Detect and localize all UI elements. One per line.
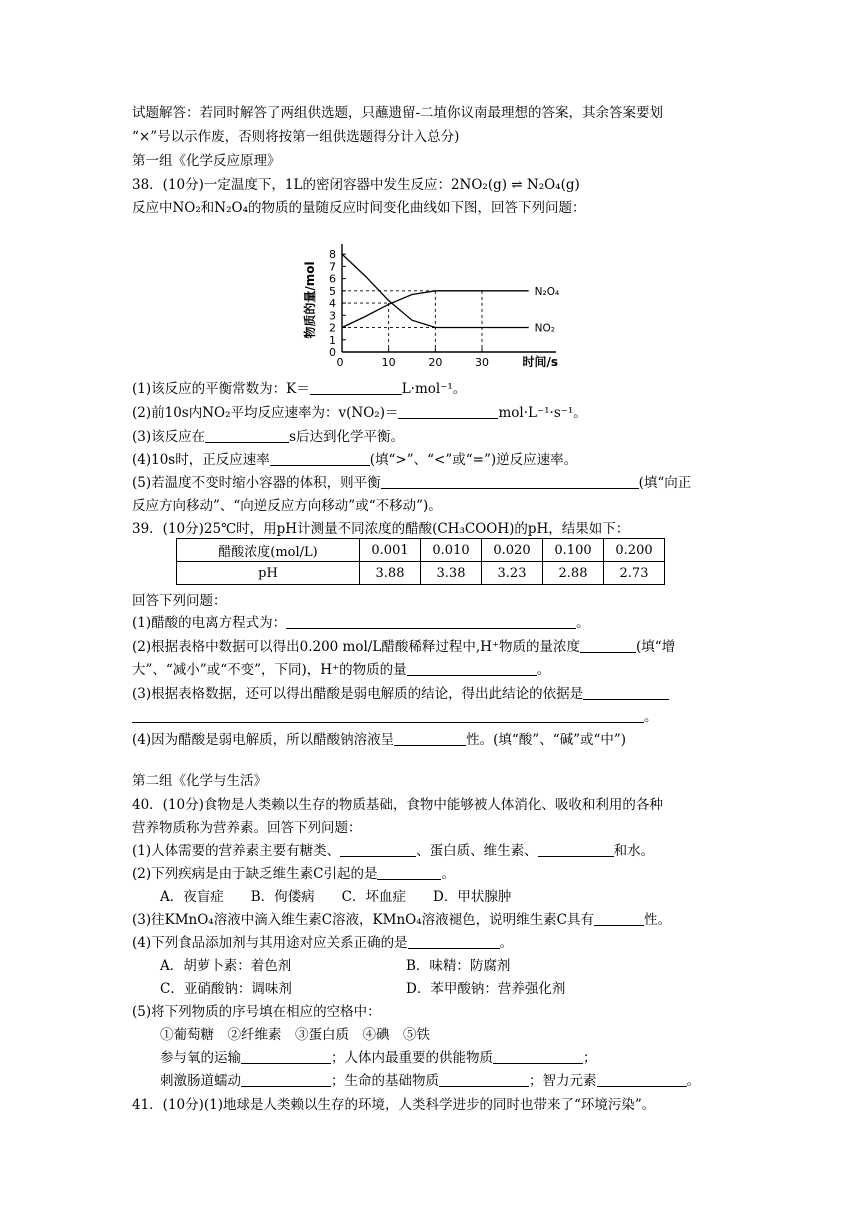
q40-p4-text: (4)下列食品添加剂与其用途对应关系正确的是	[132, 935, 408, 951]
q40-part5: (5)将下列物质的序号填在相应的空格中：	[132, 1004, 381, 1020]
instructions-line-2: “×”号以示作废，否则将按第一组供选题得分计入总分)	[132, 129, 460, 145]
q39-part4	[132, 731, 626, 749]
q40-part4	[132, 934, 513, 952]
q38-stem-2: 反应中NO₂和N₂O₄的物质的量随反应时间变化曲线如下图，回答下列问题：	[132, 200, 586, 216]
q39-p2-end: 。	[536, 662, 551, 678]
x-tick-label: 0	[336, 356, 344, 369]
q40-option-c: C．亚硝酸钠：调味剂	[160, 981, 292, 997]
q40-option-b: B．味精：防腐剂	[406, 958, 511, 974]
group2-title: 第二组《化学与生活》	[132, 773, 267, 789]
acid-ph-table	[176, 538, 665, 585]
q38-p2-text: (2)前10s内NO₂平均反应速率为：v(NO₂)＝	[132, 405, 399, 421]
y-tick-label: 6	[329, 272, 336, 286]
q40-part5-line2	[160, 1072, 700, 1090]
answer-blank[interactable]	[583, 685, 669, 700]
q38-stem: 38．(10分)一定温度下，1L的密闭容器中发生反应：2NO₂(g) ⇌ N₂O₄(g)	[132, 177, 580, 193]
table-header-cell: 醋酸浓度(mol/L)	[177, 539, 360, 562]
q40-p5-l1-mid: ；人体内最重要的供能物质	[331, 1050, 493, 1066]
table-cell: 0.100	[543, 539, 604, 562]
q40-p5-l1-end: ；	[583, 1050, 597, 1066]
table-row	[177, 562, 665, 585]
q41-stem: 41．(10分)(1)地球是人类赖以生存的环境，人类科学进步的同时也带来了“环境污染”。	[132, 1097, 656, 1113]
series-label: NO₂	[534, 322, 556, 335]
answer-blank[interactable]	[398, 404, 498, 419]
q38-part1	[132, 380, 466, 398]
group1-title: 第一组《化学反应原理》	[132, 153, 281, 169]
q40-p1-text: (1)人体需要的营养素主要有糖类、	[132, 843, 341, 859]
q40-p2-end: 。	[441, 866, 455, 882]
answer-blank[interactable]	[310, 380, 402, 395]
table-cell: 0.010	[421, 539, 482, 562]
q40-part5-line1	[160, 1049, 597, 1067]
q39-p2-text: (2)根据表格中数据可以得出0.200 mol/L醋酸稀释过程中,H⁺物质的量浓度	[132, 639, 581, 655]
series-label: N₂O₄	[534, 285, 560, 298]
x-tick-label: 30	[475, 356, 489, 369]
table-cell: 2.88	[543, 562, 604, 585]
answer-blank[interactable]	[408, 934, 500, 949]
table-cell: 0.020	[482, 539, 543, 562]
q39-p2-text-2: 大”、“减小”或“不变”，下同)，H⁺的物质的量	[132, 662, 407, 678]
q38-p4-tail: (填“>”、“<”或“=”)逆反应速率。	[369, 452, 578, 468]
q38-part5	[132, 474, 691, 492]
q39-p3-text: (3)根据表格数据，还可以得出醋酸是弱电解质的结论，得出此结论的依据是	[132, 686, 584, 702]
q40-p4-end: 。	[499, 935, 514, 951]
q39-stem: 39．(10分)25℃时，用pH计测量不同浓度的醋酸(CH₃COOH)的pH，结果如下：	[132, 521, 630, 537]
q39-part1	[132, 614, 590, 632]
answer-blank[interactable]	[439, 1072, 529, 1087]
q40-part2-options: A．夜盲症 B．佝偻病 C．坏血症 D．甲状腺肿	[160, 889, 512, 905]
q39-part3-cont	[132, 708, 658, 726]
q40-option-a: A．胡萝卜素：着色剂	[160, 958, 292, 974]
q38-part2	[132, 404, 587, 422]
q40-p5-l2-mid2: ；智力元素	[529, 1073, 597, 1089]
answer-blank[interactable]	[493, 1049, 583, 1064]
q40-p5-l2-end: 。	[686, 1073, 700, 1089]
x-tick-label: 10	[381, 356, 396, 369]
answer-blank[interactable]	[377, 865, 441, 880]
q39-p4-tail: 性。(填“酸”、“碱”或“中”)	[466, 732, 627, 748]
q40-p5-l2-text: 刺激肠道蠕动	[160, 1073, 241, 1089]
y-tick-label: 2	[329, 321, 336, 335]
q38-p1-unit: L·mol⁻¹。	[401, 381, 467, 397]
q40-stem: 40．(10分)食物是人类赖以生存的物质基础，食物中能够被人体消化、吸收和利用的各种	[132, 797, 663, 813]
q39-p1-end: 。	[576, 615, 590, 631]
q40-part1	[132, 842, 654, 860]
q38-p1-text: (1)该反应的平衡常数为：K＝	[132, 381, 310, 397]
q38-p3-tail: s后达到化学平衡。	[289, 429, 405, 445]
answer-blank[interactable]	[381, 474, 639, 489]
answer-blank[interactable]	[132, 708, 644, 723]
answer-blank[interactable]	[594, 911, 644, 926]
q40-part5-items: ①葡萄糖 ②纤维素 ③蛋白质 ④碘 ⑤铁	[160, 1027, 430, 1043]
q38-p5-text: (5)若温度不变时缩小容器的体积，则平衡	[132, 475, 381, 491]
x-tick-label: 20	[428, 356, 443, 369]
q39-p4-text: (4)因为醋酸是弱电解质，所以醋酸钠溶液呈	[132, 732, 395, 748]
amount-time-chart	[290, 238, 580, 378]
answer-blank[interactable]	[286, 614, 576, 629]
y-tick-label: 8	[329, 248, 336, 262]
y-tick-label: 3	[329, 309, 336, 323]
table-cell: 0.001	[360, 539, 421, 562]
answer-blank[interactable]	[538, 842, 614, 857]
q39-part2	[132, 638, 675, 656]
q40-option-d: D．苯甲酸钠：营养强化剂	[406, 981, 566, 997]
answer-blank[interactable]	[205, 428, 289, 443]
answer-blank[interactable]	[270, 451, 370, 466]
table-cell: 3.23	[482, 562, 543, 585]
q39-p1-text: (1)醋酸的电离方程式为：	[132, 615, 287, 631]
q38-p5-tail: (填“向正	[638, 475, 692, 491]
q40-stem-2: 营养物质称为营养素。回答下列问题：	[132, 820, 362, 836]
q38-p2-unit: mol·L⁻¹·s⁻¹。	[498, 405, 587, 421]
q40-p1-end: 和水。	[613, 843, 655, 859]
answer-blank[interactable]	[580, 638, 636, 653]
answer-blank[interactable]	[407, 661, 537, 676]
q38-p3-text: (3)该反应在	[132, 429, 206, 445]
q40-p2-text: (2)下列疾病是由于缺乏维生素C引起的是	[132, 866, 378, 882]
q40-p3-end: 性。	[643, 912, 671, 928]
table-cell: 3.88	[360, 562, 421, 585]
q40-p5-l2-mid: ；生命的基础物质	[331, 1073, 439, 1089]
y-tick-label: 1	[329, 333, 336, 347]
q38-part4	[132, 451, 577, 469]
q39-answer-intro: 回答下列问题：	[132, 593, 227, 609]
y-axis-label: 物质的量/mol	[303, 261, 317, 339]
table-cell: 2.73	[604, 562, 665, 585]
x-axis-label: 时间/s	[522, 355, 558, 369]
q40-p5-l1-text: 参与氧的运输	[160, 1050, 241, 1066]
q40-part2	[132, 865, 455, 883]
q38-p4-text: (4)10s时，正反应速率	[132, 452, 270, 468]
q38-part5-cont: 反应方向移动”、“向逆反应方向移动”或“不移动”)。	[132, 498, 442, 514]
answer-blank[interactable]	[340, 842, 416, 857]
q39-part3	[132, 685, 669, 703]
table-row	[177, 539, 665, 562]
q40-p3-text: (3)往KMnO₄溶液中滴入维生素C溶液，KMnO₄溶液褪色，说明维生素C具有	[132, 912, 594, 928]
y-tick-label: 7	[329, 260, 336, 274]
y-tick-label: 4	[329, 297, 336, 311]
instructions-line-1: 试题解答：若同时解答了两组供选题，只蘸遗留-二埴你议南最理想的答案，其余答案要划	[132, 105, 664, 121]
answer-blank[interactable]	[241, 1072, 331, 1087]
table-header-cell: pH	[177, 562, 360, 585]
q40-part3	[132, 911, 671, 929]
table-cell: 3.38	[421, 562, 482, 585]
q39-part2-cont	[132, 661, 550, 679]
q38-part3	[132, 428, 404, 446]
answer-blank[interactable]	[394, 731, 466, 746]
y-tick-label: 5	[329, 284, 336, 298]
q39-p3-end: 。	[644, 709, 658, 725]
y-tick-label: 0	[329, 346, 336, 359]
q39-p2-tail: (填“增	[636, 639, 676, 655]
table-cell: 0.200	[604, 539, 665, 562]
q40-p1-mid: 、蛋白质、维生素、	[416, 843, 538, 859]
answer-blank[interactable]	[597, 1072, 687, 1087]
answer-blank[interactable]	[241, 1049, 331, 1064]
